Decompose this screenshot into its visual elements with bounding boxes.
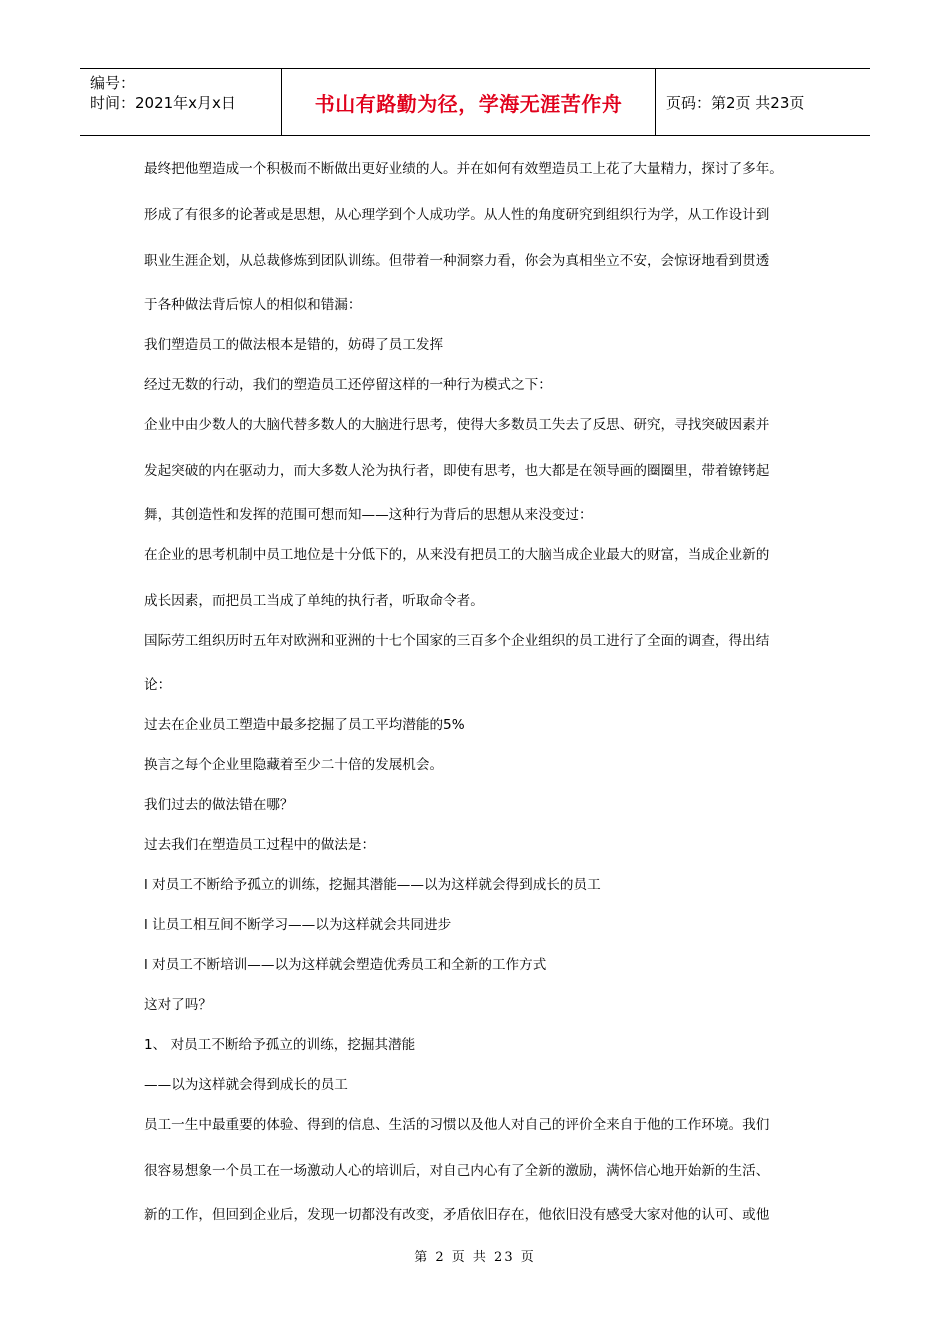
text-line: 这对了吗？ <box>144 997 212 1013</box>
header-motto: 书山有路勤为径，学海无涯苦作舟 <box>281 69 656 135</box>
text-line: 经过无数的行动，我们的塑造员工还停留这样的一种行为模式之下： <box>144 377 552 393</box>
text-line: 成长因素，而把员工当成了单纯的执行者，听取命令者。 <box>144 593 484 609</box>
bullet-item: l 对员工不断培训——以为这样就会塑造优秀员工和全新的工作方式 <box>144 957 547 973</box>
page-footer: 第 2 页 共 23 页 <box>414 1250 536 1265</box>
header-page-info: 页码：第2页 共23页 <box>666 93 805 112</box>
header-meta <box>90 73 280 113</box>
text-line: 员工一生中最重要的体验、得到的信息、生活的习惯以及他人对自己的评价全来自于他的工作环境。我们 <box>144 1117 770 1133</box>
time-label: 时间：2021年x月x日 <box>90 94 236 112</box>
text-line: 过去我们在塑造员工过程中的做法是： <box>144 837 376 853</box>
text-line: 舞，其创造性和发挥的范围可想而知——这种行为背后的思想从来没变过： <box>144 507 593 523</box>
text-line: 过去在企业员工塑造中最多挖掘了员工平均潜能的5% <box>144 717 465 733</box>
text-line: 于各种做法背后惊人的相似和错漏： <box>144 297 362 313</box>
text-line: ——以为这样就会得到成长的员工 <box>144 1077 348 1093</box>
text-line: 发起突破的内在驱动力，而大多数人沦为执行者，即使有思考，也大都是在领导画的圈圈里，带着镣铐起 <box>144 463 770 479</box>
text-line: 换言之每个企业里隐藏着至少二十倍的发展机会。 <box>144 757 444 773</box>
bullet-item: l 对员工不断给予孤立的训练，挖掘其潜能——以为这样就会得到成长的员工 <box>144 877 601 893</box>
page-header <box>80 68 870 136</box>
text-line: 新的工作，但回到企业后，发现一切都没有改变，矛盾依旧存在，他依旧没有感受大家对他的认可、或他 <box>144 1207 770 1223</box>
number-label: 编号： <box>90 74 136 92</box>
text-line: 在企业的思考机制中员工地位是十分低下的，从来没有把员工的大脑当成企业最大的财富，当成企业新的 <box>144 547 770 563</box>
text-line: 最终把他塑造成一个积极而不断做出更好业绩的人。并在如何有效塑造员工上花了大量精力，探讨了多年。 <box>144 161 783 177</box>
text-line: 国际劳工组织历时五年对欧洲和亚洲的十七个国家的三百多个企业组织的员工进行了全面的调查，得出结 <box>144 633 770 649</box>
text-line: 职业生涯企划，从总裁修炼到团队训练。但带着一种洞察力看，你会为真相坐立不安，会惊讶地看到贯透 <box>144 253 770 269</box>
text-line: 我们过去的做法错在哪？ <box>144 797 294 813</box>
text-line: 我们塑造员工的做法根本是错的，妨碍了员工发挥 <box>144 337 444 353</box>
text-line: 企业中由少数人的大脑代替多数人的大脑进行思考，使得大多数员工失去了反思、研究，寻找突破因素并 <box>144 417 770 433</box>
text-line: 论： <box>144 677 172 693</box>
bullet-item: l 让员工相互间不断学习——以为这样就会共同进步 <box>144 917 452 933</box>
text-line: 很容易想象一个员工在一场激动人心的培训后，对自己内心有了全新的激励，满怀信心地开始新的生活、 <box>144 1163 770 1179</box>
text-line: 形成了有很多的论著或是思想，从心理学到个人成功学。从人性的角度研究到组织行为学，从工作设计到 <box>144 207 770 223</box>
section-heading: 1、 对员工不断给予孤立的训练，挖掘其潜能 <box>144 1037 416 1053</box>
